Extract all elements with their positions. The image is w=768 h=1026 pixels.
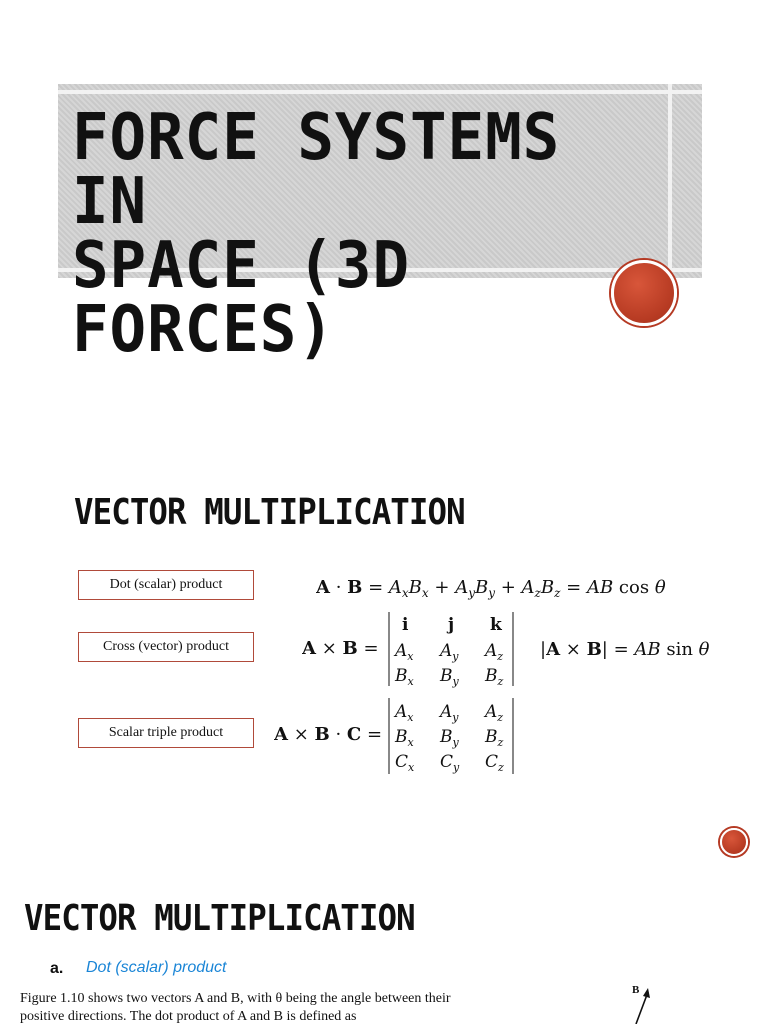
- title-banner: [58, 84, 702, 367]
- svg-text:Cx: $C_x$: [395, 752, 415, 774]
- svg-text:j: j: [448, 615, 455, 635]
- banner-top-rule: [58, 90, 702, 94]
- title-line-2: SPACE (3D FORCES): [72, 229, 410, 367]
- slide-dot-product: [0, 880, 768, 1024]
- vector-arrow-icon: [630, 988, 654, 1024]
- svg-text:Ay: $A_y$: [440, 702, 459, 724]
- svg-text:Bz: $B_z$: [485, 727, 504, 749]
- cross-product-label: Cross (vector) product: [78, 632, 254, 662]
- dot-product-formula: [316, 575, 696, 606]
- svg-text:k: k: [490, 615, 502, 635]
- svg-text:Bz: $B_z$: [485, 666, 504, 688]
- svg-text:A × B =: A × B =: [302, 638, 379, 659]
- paragraph-line-2: positive directions. The dot product of A and B is defined as: [20, 1009, 357, 1024]
- svg-text:Ay: $A_y$: [440, 641, 459, 663]
- title-line-1: FORCE SYSTEMS IN: [72, 101, 561, 239]
- dot-product-label: Dot (scalar) product: [78, 570, 254, 600]
- decorative-circle-icon: [611, 260, 677, 326]
- svg-text:Ax: $A_x$: [395, 702, 414, 724]
- svg-text:By: $B_y$: [440, 727, 459, 749]
- svg-text:Az: $A_z$: [485, 641, 504, 663]
- triple-product-label: Scalar triple product: [78, 718, 254, 748]
- paragraph-line-1: Figure 1.10 shows two vectors A and B, with θ being the angle between their: [20, 991, 451, 1006]
- slide-vector-multiplication: [0, 440, 768, 870]
- cross-product-formula: [302, 610, 532, 690]
- banner-right-rule: [668, 84, 672, 278]
- figure-vector-label: B: [632, 984, 640, 996]
- cross-magnitude-formula: [540, 637, 720, 663]
- svg-text:Cz: $C_z$: [485, 752, 504, 774]
- svg-text:Ax: $A_x$: [395, 641, 414, 663]
- svg-text:i: i: [402, 615, 409, 635]
- subsection-title: Dot (scalar) product: [86, 959, 227, 976]
- svg-text:Bx: $B_x$: [395, 727, 414, 749]
- svg-text:A × B · C =: A × B · C =: [274, 724, 383, 745]
- decorative-circle-icon: [720, 828, 748, 856]
- svg-text:Az: $A_z$: [485, 702, 504, 724]
- svg-text:A · B = AxBx + AyBy + AzBz = A: $A \cdot B = A_xB_x + A_yB_y + A_zB_z$ = AB cos θ: [316, 577, 666, 600]
- svg-text:|A × B| = AB sin θ: |A × B| = AB sin θ: [540, 639, 710, 660]
- body-paragraph: [20, 990, 540, 1026]
- dot-formula-graphic: [316, 575, 696, 601]
- slide-title-text: [72, 101, 623, 367]
- subsection-marker: a.: [50, 960, 64, 977]
- slide-heading: VECTOR MULTIPLICATION: [24, 898, 415, 939]
- triple-product-formula: [274, 696, 524, 776]
- svg-text:Bx: $B_x$: [395, 666, 414, 688]
- slide-title: [0, 0, 768, 400]
- svg-text:Cy: $C_y$: [440, 752, 460, 774]
- svg-text:By: $B_y$: [440, 666, 459, 688]
- slide-heading: VECTOR MULTIPLICATION: [74, 492, 465, 533]
